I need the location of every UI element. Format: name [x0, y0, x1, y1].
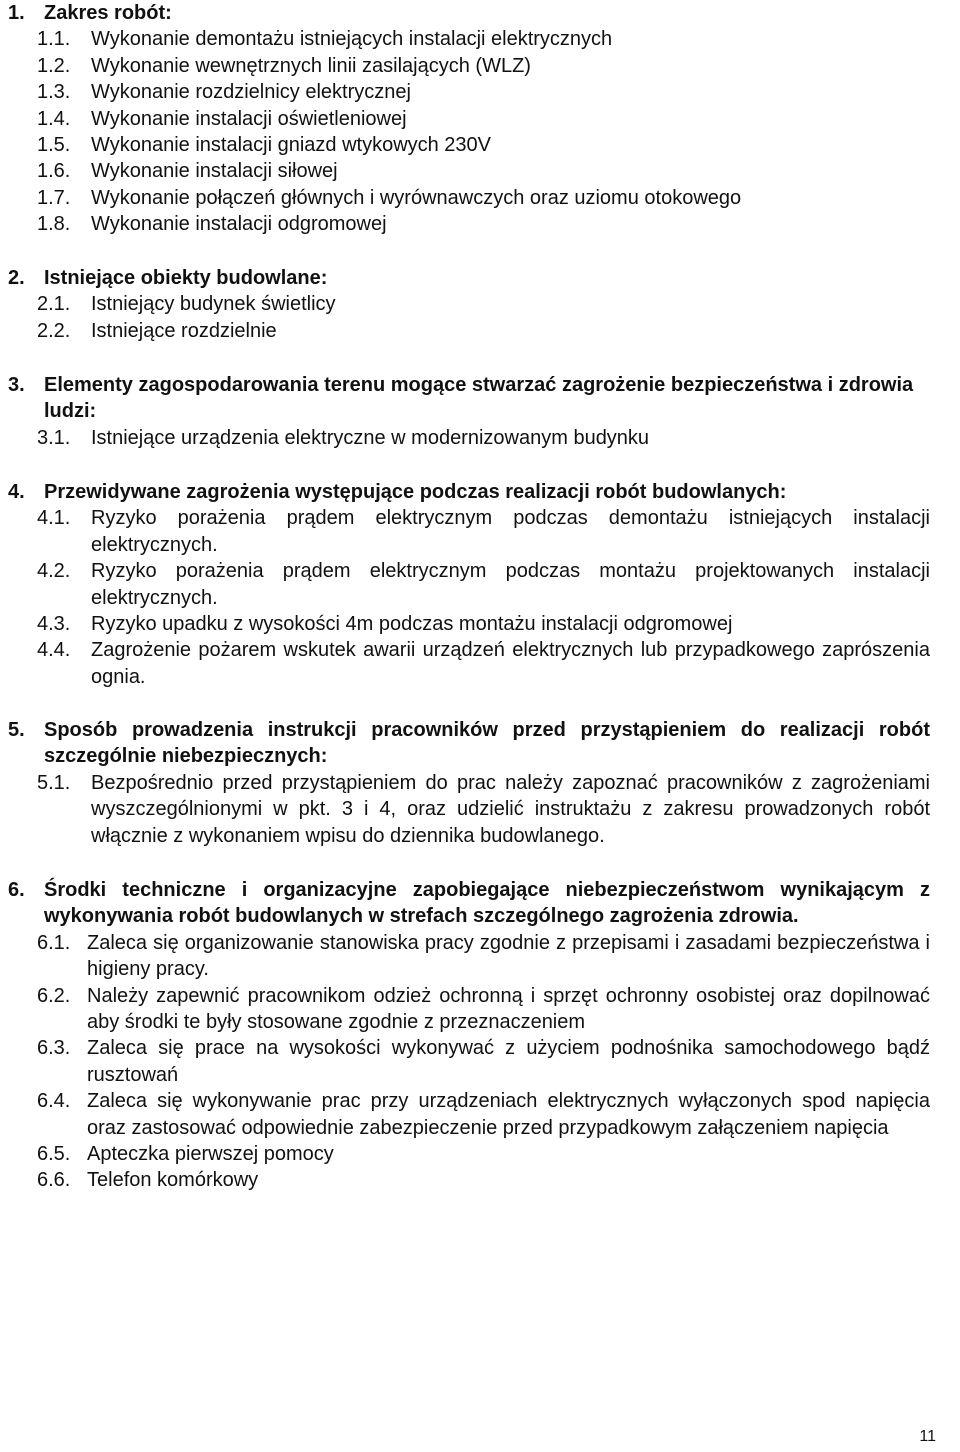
section-heading — [0, 372, 960, 425]
section-heading — [0, 0, 960, 26]
item-number: 1.8. — [37, 213, 71, 236]
item-text: Bezpośrednio przed przystąpieniem do prac należy zapoznać pracowników z zagrożeniami wyszczególnionymi w pkt. 3 i 4, oraz udzielić instruktażu z zakresu prowadzonych robót włącznie z wykonaniem wpisu do dziennika budowlanego. — [91, 771, 930, 847]
section-title: Istniejące obiekty budowlane: — [44, 267, 328, 289]
list-item — [0, 1141, 960, 1167]
item-number: 1.7. — [37, 186, 71, 209]
item-number: 6.2. — [37, 984, 71, 1007]
section-5 — [0, 717, 960, 849]
item-text: Istniejące rozdzielnie — [91, 319, 277, 342]
item-number: 6.6. — [37, 1169, 71, 1192]
section-number: 2. — [8, 267, 25, 289]
item-number: 3.1. — [37, 426, 71, 449]
item-text: Zaleca się organizowanie stanowiska pracy zgodnie z przepisami i zasadami bezpieczeństwa i higieny pracy. — [87, 931, 930, 981]
item-list — [0, 26, 960, 237]
list-item — [0, 425, 960, 451]
list-item — [0, 79, 960, 105]
item-text: Zagrożenie pożarem wskutek awarii urządzeń elektrycznych lub przypadkowego zaprószenia ognia. — [91, 639, 930, 688]
item-list — [0, 291, 960, 344]
section-number: 5. — [8, 719, 25, 741]
section-3 — [0, 372, 960, 451]
item-number: 4.3. — [37, 613, 71, 636]
item-text: Istniejące urządzenia elektryczne w modernizowanym budynku — [91, 426, 650, 449]
item-text: Wykonanie wewnętrznych linii zasilających (WLZ) — [91, 54, 531, 77]
list-item — [0, 291, 960, 317]
item-list — [0, 930, 960, 1194]
item-number: 1.1. — [37, 28, 71, 51]
item-text: Zaleca się wykonywanie prac przy urządzeniach elektrycznych wyłączonych spod napięcia oraz zastosować odpowiednie zabezpieczenie przed przypadkowym załączeniem napięcia — [87, 1090, 930, 1139]
section-2 — [0, 265, 960, 344]
section-number: 4. — [8, 481, 25, 503]
item-text: Wykonanie instalacji odgromowej — [91, 213, 387, 236]
section-title: Sposób prowadzenia instrukcji pracowników przed przystąpieniem do realizacji robót szczególnie niebezpiecznych: — [44, 719, 930, 768]
item-text: Wykonanie demontażu istniejących instalacji elektrycznych — [91, 28, 613, 51]
item-number: 6.4. — [37, 1090, 71, 1113]
list-item — [0, 211, 960, 237]
item-text: Wykonanie instalacji oświetleniowej — [91, 107, 407, 130]
list-item — [0, 770, 960, 849]
item-list — [0, 505, 960, 690]
item-number: 1.2. — [37, 54, 71, 77]
section-heading — [0, 877, 960, 930]
list-item — [0, 1035, 960, 1088]
item-number: 5.1. — [37, 771, 71, 794]
item-text: Zaleca się prace na wysokości wykonywać z użyciem podnośnika samochodowego bądź rusztowań — [87, 1037, 930, 1086]
item-number: 1.4. — [37, 107, 71, 130]
item-text: Telefon komórkowy — [87, 1169, 259, 1192]
item-number: 6.1. — [37, 931, 71, 954]
item-text: Ryzyko porażenia prądem elektrycznym podczas montażu projektowanych instalacji elektrycznych. — [91, 560, 930, 609]
list-item — [0, 1167, 960, 1193]
section-heading — [0, 265, 960, 291]
item-text: Ryzyko porażenia prądem elektrycznym podczas demontażu istniejących instalacji elektrycznych. — [91, 507, 930, 556]
list-item — [0, 983, 960, 1036]
list-item — [0, 558, 960, 611]
section-1 — [0, 0, 960, 238]
section-title: Zakres robót: — [44, 2, 172, 24]
item-number: 1.3. — [37, 81, 71, 104]
section-heading — [0, 717, 960, 770]
section-6 — [0, 877, 960, 1194]
item-number: 4.1. — [37, 507, 71, 530]
item-text: Ryzyko upadku z wysokości 4m podczas montażu instalacji odgromowej — [91, 613, 733, 636]
list-item — [0, 930, 960, 983]
list-item — [0, 53, 960, 79]
list-item — [0, 132, 960, 158]
section-title: Przewidywane zagrożenia występujące podczas realizacji robót budowlanych: — [44, 481, 787, 503]
item-number: 1.6. — [37, 160, 71, 183]
list-item — [0, 106, 960, 132]
list-item — [0, 1088, 960, 1141]
section-heading — [0, 479, 960, 505]
section-number: 1. — [8, 2, 25, 24]
list-item — [0, 505, 960, 558]
section-4 — [0, 479, 960, 690]
list-item — [0, 26, 960, 52]
item-number: 2.2. — [37, 319, 71, 342]
list-item — [0, 611, 960, 637]
item-text: Wykonanie rozdzielnicy elektrycznej — [91, 81, 411, 104]
item-number: 6.3. — [37, 1037, 71, 1060]
item-text: Istniejący budynek świetlicy — [91, 293, 336, 316]
page-number: 11 — [919, 1428, 936, 1445]
section-title: Środki techniczne i organizacyjne zapobiegające niebezpieczeństwom wynikającym z wykonywania robót budowlanych w strefach szczególnego zagrożenia zdrowia. — [44, 879, 930, 928]
list-item — [0, 637, 960, 690]
item-number: 4.4. — [37, 639, 71, 662]
item-list — [0, 425, 960, 451]
list-item — [0, 318, 960, 344]
section-title: Elementy zagospodarowania terenu mogące stwarzać zagrożenie bezpieczeństwa i zdrowia ludzi: — [44, 374, 914, 423]
item-number: 6.5. — [37, 1143, 71, 1166]
item-text: Należy zapewnić pracownikom odzież ochronną i sprzęt ochronny osobistej oraz dopilnować aby środki te były stosowane zgodnie z przeznaczeniem — [87, 984, 930, 1034]
list-item — [0, 185, 960, 211]
section-number: 6. — [8, 879, 25, 901]
item-text: Apteczka pierwszej pomocy — [87, 1143, 334, 1166]
item-text: Wykonanie połączeń głównych i wyrównawczych oraz uziomu otokowego — [91, 186, 742, 209]
item-number: 1.5. — [37, 134, 71, 157]
item-number: 2.1. — [37, 293, 71, 316]
section-number: 3. — [8, 374, 25, 396]
item-text: Wykonanie instalacji siłowej — [91, 160, 338, 183]
list-item — [0, 158, 960, 184]
item-number: 4.2. — [37, 560, 71, 583]
item-list — [0, 770, 960, 849]
item-text: Wykonanie instalacji gniazd wtykowych 230V — [91, 134, 492, 157]
